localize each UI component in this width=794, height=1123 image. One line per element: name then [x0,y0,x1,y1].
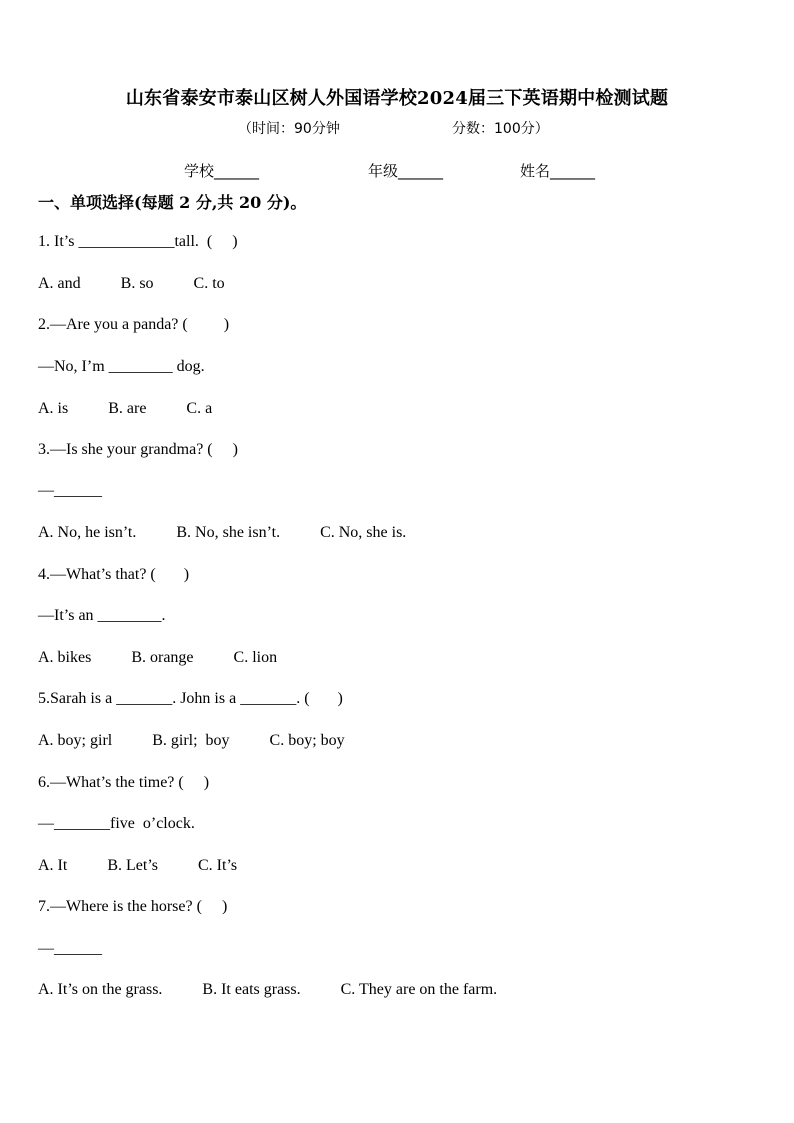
question-1: 1. It’s ____________tall. ( ) [38,233,238,250]
question-2: 2.—Are you a panda? ( ) [38,316,230,333]
question-2-options: A. is B. are C. a [38,400,213,417]
question-4-options: A. bikes B. orange C. lion [38,649,278,666]
exam-time: （时间：90分钟 [238,121,340,137]
question-2-answer-line: —No, I’m ________ dog. [38,358,205,375]
question-6-answer-line: —_______five o’clock. [38,815,195,832]
question-6: 6.—What’s the time? ( ) [38,774,210,791]
question-7-options: A. It’s on the grass. B. It eats grass. C. They are on the farm. [38,981,498,998]
school-field: 学校______ [184,162,260,180]
question-7-answer-line: —______ [38,940,102,957]
question-7: 7.—Where is the horse? ( ) [38,898,228,915]
exam-score: 分数：100分） [452,121,549,137]
name-field: 姓名______ [520,162,596,180]
grade-field: 年级______ [368,162,444,180]
question-5-options: A. boy; girl B. girl; boy C. boy; boy [38,732,345,749]
question-3-options: A. No, he isn’t. B. No, she isn’t. C. No, she is. [38,524,407,541]
question-5: 5.Sarah is a _______. John is a _______. ( ) [38,690,343,707]
question-6-options: A. It B. Let’s C. It’s [38,857,238,874]
question-3: 3.—Is she your grandma? ( ) [38,441,238,458]
section-heading: 一、单项选择(每题 2 分,共 20 分)。 [38,193,307,212]
question-4-answer-line: —It’s an ________. [38,607,166,624]
question-3-answer-line: —______ [38,482,102,499]
question-1-options: A. and B. so C. to [38,275,225,292]
exam-title: 山东省泰安市泰山区树人外国语学校2024届三下英语期中检测试题 [125,88,669,109]
question-4: 4.—What’s that? ( ) [38,566,190,583]
